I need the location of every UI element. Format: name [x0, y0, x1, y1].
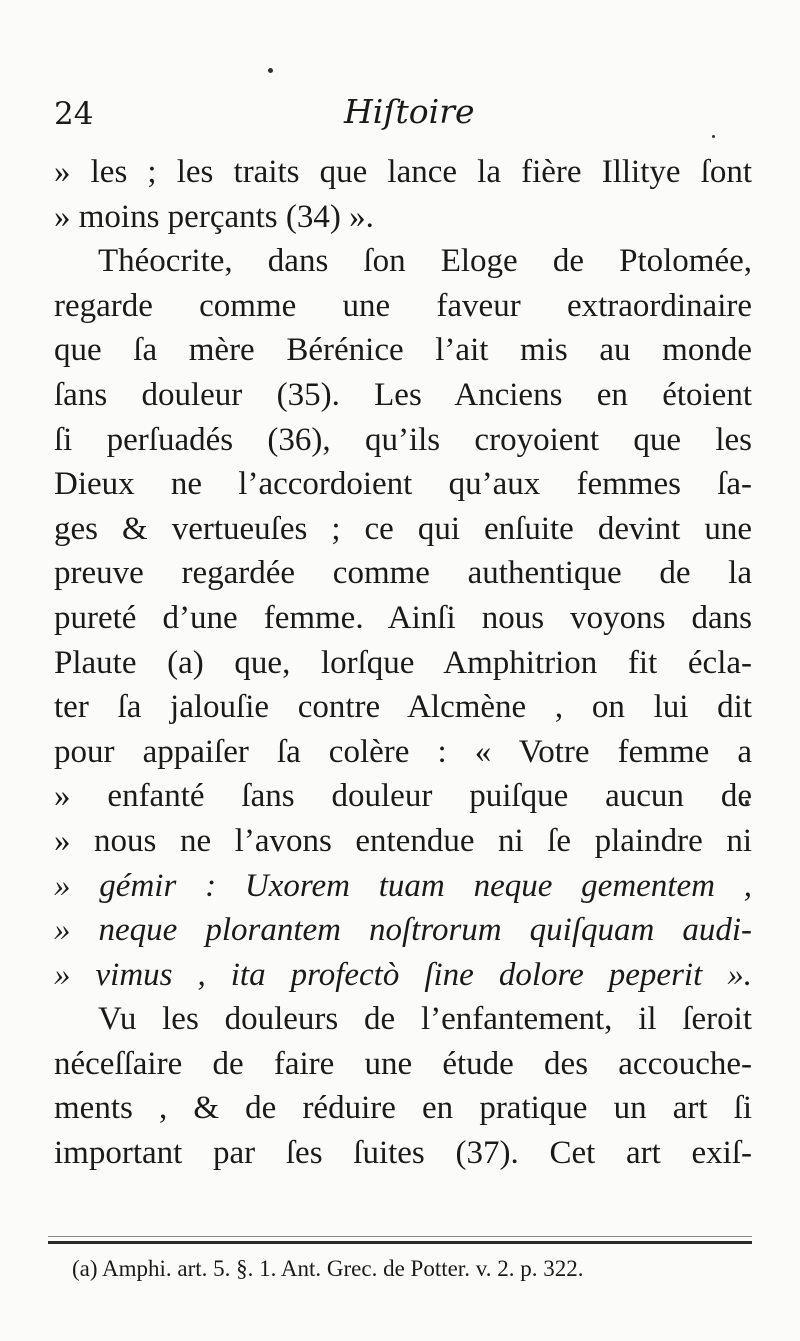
running-head: Hiſtoire: [344, 92, 475, 131]
text-line: pour appaiſer ſa colère : « Votre femme a: [54, 733, 752, 770]
text-line: regarde comme une faveur extraordinaire: [54, 287, 752, 324]
ink-speck: [268, 68, 273, 73]
text-line: » moins perçants (34) ».: [54, 198, 374, 235]
text-line: Théocrite, dans ſon Eloge de Ptolomée,: [98, 243, 752, 280]
text-line: ges & vertueuſes ; ce qui enſuite devint une: [54, 510, 752, 547]
footnote: (a) Amphi. art. 5. §. 1. Ant. Grec. de Potter. v. 2. p. 322.: [72, 1256, 584, 1281]
page-header: [54, 92, 754, 142]
text-line: » les ; les traits que lance la fière Illitye ſont: [54, 154, 752, 190]
text-line-latin: » gémir : Uxorem tuam neque gementem ,: [54, 867, 752, 904]
text-line: Dieux ne l’accordoient qu’aux femmes ſa-: [54, 466, 752, 503]
text-line-latin: » neque plorantem noſtrorum quiſquam audi-: [54, 912, 752, 949]
text-line-latin: » vimus , ita profectò ſine dolore peperit ».: [54, 956, 752, 993]
footnote-rule-thin: [48, 1236, 752, 1237]
text-line: » nous ne l’avons entendue ni ſe plaindre ni: [54, 822, 752, 859]
page-number: 24: [54, 96, 94, 132]
text-line: pureté d’une femme. Ainſi nous voyons dans: [54, 599, 752, 636]
text-line: ſans douleur (35). Les Anciens en étoient: [54, 376, 752, 413]
text-line: » enfanté ſans douleur puiſque aucun de: [54, 778, 752, 815]
text-line: ſi perſuadés (36), qu’ils croyoient que les: [54, 421, 752, 458]
text-line: que ſa mère Bérénice l’ait mis au monde: [54, 332, 752, 369]
footnote-rule: [48, 1241, 752, 1244]
text-line: Vu les douleurs de l’enfantement, il ſeroit: [98, 1001, 752, 1038]
text-line: preuve regardée comme authentique de la: [54, 555, 752, 592]
text-line: important par ſes ſuites (37). Cet art exiſ-: [54, 1135, 752, 1172]
text-line: ments , & de réduire en pratique un art ſi: [54, 1090, 752, 1127]
text-line: néceſſaire de faire une étude des accouche-: [54, 1045, 752, 1082]
text-line: ter ſa jalouſie contre Alcmène , on lui dit: [54, 689, 752, 726]
text-line: Plaute (a) que, lorſque Amphitrion fit écla-: [54, 644, 752, 681]
body-text: [54, 150, 752, 1176]
